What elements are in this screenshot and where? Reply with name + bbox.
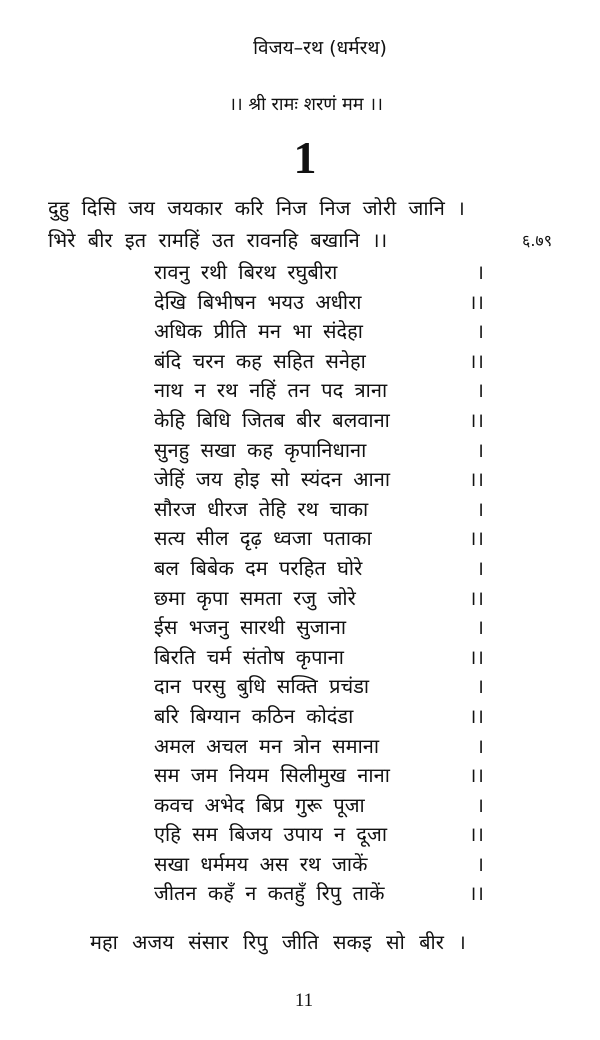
verse-text: जीतन कहँ न कतहुँ रिपु ताकें	[154, 881, 385, 906]
verse-reference: ६.७९	[522, 231, 553, 250]
verse-line	[154, 732, 484, 762]
invocation-line: ।। श्री रामः शरणं मम ।।	[229, 94, 383, 115]
verse-text: बरि बिग्यान कठिन कोदंडा	[154, 703, 354, 728]
verse-text: जेहिं जय होइ सो स्यंदन आना	[154, 467, 391, 492]
page-title: विजय–रथ (धर्मरथ)	[253, 37, 387, 59]
verse-text: सखा धर्ममय अस रथ जाकें	[154, 851, 368, 876]
page-header	[0, 34, 600, 60]
verse-line	[154, 376, 484, 406]
verse-end-mark: ।	[476, 437, 484, 462]
verse-line	[154, 406, 484, 436]
verse-text: बिरति चर्म संतोष कृपाना	[154, 644, 344, 669]
verse-text: बल बिबेक दम परहित घोरे	[154, 555, 363, 580]
verse-end-mark: ।।	[468, 703, 484, 728]
verse-end-mark: ।	[476, 555, 484, 580]
page-number: 11	[294, 990, 314, 1011]
verse-text: सुनहु सखा कह कृपानिधाना	[154, 437, 367, 462]
verse-line	[154, 791, 484, 821]
verse-text: अमल अचल मन त्रोन समाना	[154, 733, 380, 758]
verse-end-mark: ।	[476, 733, 484, 758]
verse-line	[154, 317, 484, 347]
verse-line	[154, 347, 484, 377]
verse-end-mark: ।	[476, 378, 484, 403]
verse-end-mark: ।	[476, 496, 484, 521]
verse-line	[154, 702, 484, 732]
verse-text: नाथ न रथ नहिं तन पद त्राना	[154, 378, 388, 403]
verse-end-mark: ।।	[468, 289, 484, 314]
verse-text: ईस भजनु सारथी सुजाना	[154, 615, 347, 640]
verse-end-mark: ।।	[468, 822, 484, 847]
verse-line	[154, 672, 484, 702]
verse-text: देखि बिभीषन भयउ अधीरा	[154, 289, 362, 314]
verse-line	[154, 820, 484, 850]
verse-end-mark: ।	[476, 615, 484, 640]
closing-doha-line: महा अजय संसार रिपु जीति सकइ सो बीर ।	[90, 930, 466, 954]
verse-end-mark: ।।	[468, 763, 484, 788]
verse-end-mark: ।।	[468, 348, 484, 373]
chapter-number: 1	[293, 132, 317, 183]
verse-text: अधिक प्रीति मन भा संदेहा	[154, 319, 363, 344]
verse-text: एहि सम बिजय उपाय न दूजा	[154, 822, 388, 847]
verse-end-mark: ।।	[468, 644, 484, 669]
verse-end-mark: ।।	[468, 407, 484, 432]
verse-end-mark: ।	[476, 792, 484, 817]
verse-text: सम जम नियम सिलीमुख नाना	[154, 763, 390, 788]
verse-line	[154, 495, 484, 525]
verse-text: छमा कृपा समता रजु जोरे	[154, 585, 356, 610]
verse-line	[154, 465, 484, 495]
verse-text: बंदि चरन कह सहित सनेहा	[154, 348, 366, 373]
verse-end-mark: ।।	[468, 585, 484, 610]
verse-line	[154, 761, 484, 791]
verse-end-mark: ।	[476, 851, 484, 876]
verse-text: रावनु रथी बिरथ रघुबीरा	[154, 260, 338, 284]
verse-end-mark: ।	[476, 674, 484, 699]
verse-line	[154, 524, 484, 554]
verse-end-mark: ।।	[468, 881, 484, 906]
verse-end-mark: ।	[476, 260, 484, 284]
verse-line	[154, 613, 484, 643]
verse-text: सौरज धीरज तेहि रथ चाका	[154, 496, 369, 521]
verse-line	[154, 584, 484, 614]
verse-text: दान परसु बुधि सक्ति प्रचंडा	[154, 674, 370, 699]
verse-text: केहि बिधि जितब बीर बलवाना	[154, 407, 390, 432]
verse-text: सत्य सील दृढ़ ध्वजा पताका	[154, 526, 372, 551]
verse-line	[154, 436, 484, 466]
verse-end-mark: ।।	[468, 526, 484, 551]
verse-line	[154, 258, 484, 288]
doha-line-2: भिरे बीर इत रामहिं उत रावनहि बखानि ।।	[48, 228, 388, 252]
verse-line	[154, 643, 484, 673]
chaupai-block	[154, 258, 484, 909]
verse-line	[154, 850, 484, 880]
verse-end-mark: ।	[476, 319, 484, 344]
verse-text: कवच अभेद बिप्र गुरू पूजा	[154, 792, 365, 817]
verse-line	[154, 554, 484, 584]
verse-end-mark: ।।	[468, 467, 484, 492]
verse-line	[154, 879, 484, 909]
verse-line	[154, 288, 484, 318]
doha-line-1: दुहु दिसि जय जयकार करि निज निज जोरी जानि ।	[48, 196, 465, 220]
